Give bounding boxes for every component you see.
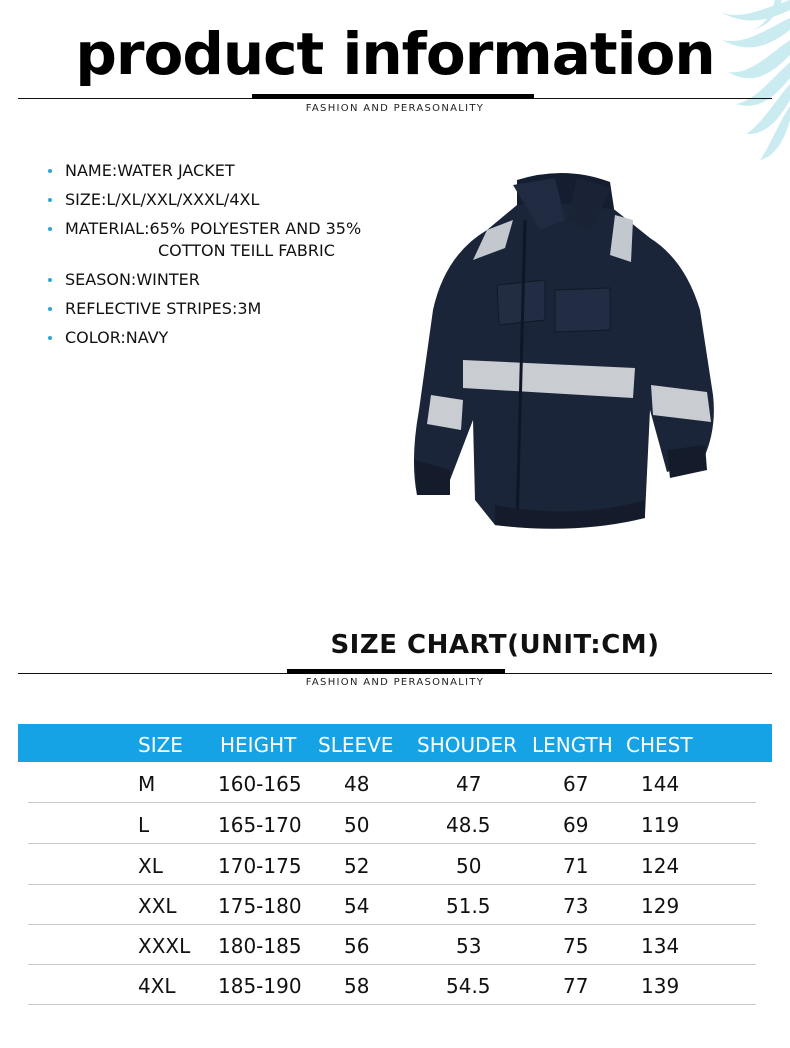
cell-size: XL: [138, 854, 163, 878]
cell-size: L: [138, 813, 150, 837]
cell-height: 165-170: [218, 813, 302, 837]
bullet-icon: [48, 227, 52, 231]
cell-sleeve: 56: [344, 934, 370, 958]
cell-length: 75: [563, 934, 589, 958]
size-chart-title: SIZE CHART(UNIT:CM): [330, 630, 660, 660]
spec-reflective: REFLECTIVE STRIPES:3M: [46, 298, 406, 320]
column-header-size: SIZE: [138, 733, 183, 757]
cell-chest: 134: [641, 934, 680, 958]
cell-height: 160-165: [218, 772, 302, 796]
cell-shoulder: 53: [456, 934, 482, 958]
cell-shoulder: 54.5: [446, 974, 491, 998]
cell-height: 180-185: [218, 934, 302, 958]
table-row: [28, 844, 756, 885]
jacket-image: [405, 160, 725, 540]
cell-shoulder: 47: [456, 772, 482, 796]
spec-season: SEASON:WINTER: [46, 269, 406, 291]
spec-size: SIZE:L/XL/XXL/XXXL/4XL: [46, 189, 406, 211]
size-chart-underline: [287, 669, 505, 674]
cell-sleeve: 58: [344, 974, 370, 998]
column-header-chest: CHEST: [626, 733, 693, 757]
cell-chest: 144: [641, 772, 680, 796]
cell-sleeve: 48: [344, 772, 370, 796]
bullet-icon: [48, 169, 52, 173]
table-row: [28, 884, 756, 925]
cell-height: 185-190: [218, 974, 302, 998]
size-chart-tagline: FASHION AND PERASONALITY: [305, 677, 485, 688]
cell-length: 67: [563, 772, 589, 796]
cell-length: 73: [563, 894, 589, 918]
column-header-sleeve: SLEEVE: [318, 733, 394, 757]
cell-sleeve: 54: [344, 894, 370, 918]
cell-chest: 139: [641, 974, 680, 998]
table-row: [28, 762, 756, 803]
table-row: [28, 964, 756, 1005]
cell-size: XXL: [138, 894, 177, 918]
cell-sleeve: 50: [344, 813, 370, 837]
cell-chest: 119: [641, 813, 680, 837]
table-row: [28, 803, 756, 844]
title-underline: [252, 94, 534, 99]
cell-length: 77: [563, 974, 589, 998]
column-header-length: LENGTH: [532, 733, 613, 757]
cell-length: 71: [563, 854, 589, 878]
cell-shoulder: 48.5: [446, 813, 491, 837]
cell-length: 69: [563, 813, 589, 837]
spec-material: MATERIAL:65% POLYESTER AND 35% COTTON TEILL FABRIC: [46, 218, 406, 262]
cell-size: XXXL: [138, 934, 191, 958]
cell-chest: 124: [641, 854, 680, 878]
spec-list: [46, 160, 406, 356]
cell-height: 175-180: [218, 894, 302, 918]
spec-color: COLOR:NAVY: [46, 327, 406, 349]
cell-size: M: [138, 772, 156, 796]
size-table-header: [18, 724, 772, 762]
bullet-icon: [48, 278, 52, 282]
cell-chest: 129: [641, 894, 680, 918]
cell-shoulder: 50: [456, 854, 482, 878]
title-tagline: FASHION AND PERASONALITY: [305, 103, 485, 114]
cell-height: 170-175: [218, 854, 302, 878]
bullet-icon: [48, 198, 52, 202]
column-header-shoulder: SHOUDER: [417, 733, 518, 757]
bullet-icon: [48, 336, 52, 340]
table-row: [28, 924, 756, 965]
spec-name: NAME:WATER JACKET: [46, 160, 406, 182]
cell-shoulder: 51.5: [446, 894, 491, 918]
page-title: product information: [75, 20, 715, 88]
cell-sleeve: 52: [344, 854, 370, 878]
bullet-icon: [48, 307, 52, 311]
cell-size: 4XL: [138, 974, 176, 998]
column-header-height: HEIGHT: [220, 733, 297, 757]
